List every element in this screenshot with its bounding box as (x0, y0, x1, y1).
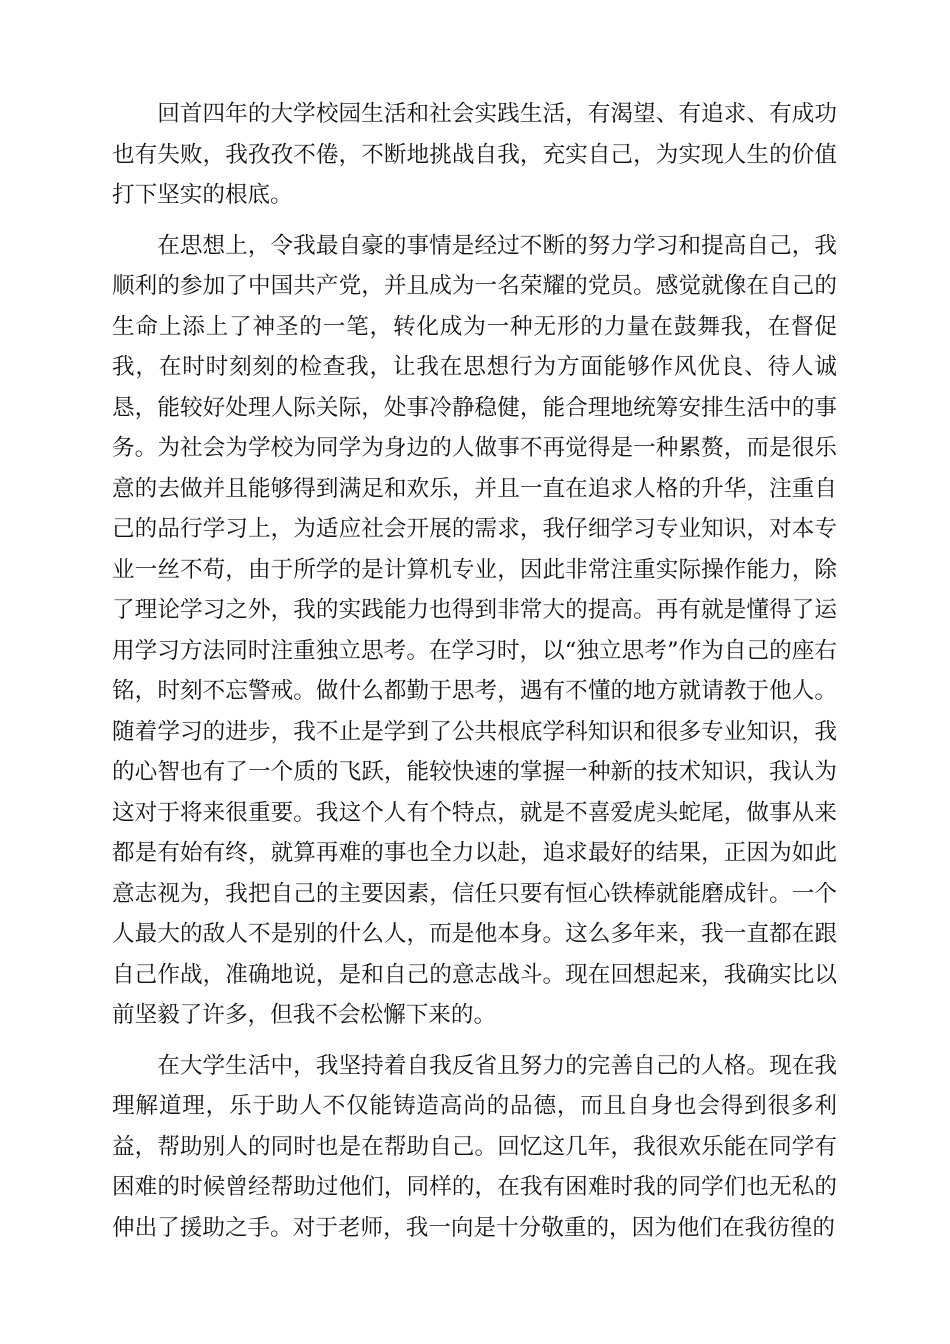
paragraph-reflection-intro: 回首四年的大学校园生活和社会实践生活，有渴望、有追求、有成功也有失败，我孜孜不倦，不断地挑战自我，充实自己，为实现人生的价值打下坚实的根底。 (112, 101, 837, 208)
document-page (112, 94, 837, 1258)
paragraph-college-life: 在大学生活中，我坚持着自我反省且努力的完善自己的人格。现在我理解道理，乐于助人不仅能铸造高尚的品德，而且自身也会得到很多利益，帮助别人的同时也是在帮助自己。回忆这几年，我很欢乐能在同学有困难的时候曾经帮助过他们，同样的，在我有困难时我的同学们也无私的伸出了援助之手。对于老师，我一向是十分敬重的，因为他们在我彷徨的 (112, 1052, 837, 1241)
paragraph-ideology: 在思想上，令我最自豪的事情是经过不断的努力学习和提高自己，我顺利的参加了中国共产党，并且成为一名荣耀的党员。感觉就像在自己的生命上添上了神圣的一笔，转化成为一种无形的力量在鼓舞我，在督促我，在时时刻刻的检查我，让我在思想行为方面能够作风优良、待人诚恳，能较好处理人际关际，处事冷静稳健，能合理地统筹安排生活中的事务。为社会为学校为同学为身边的人做事不再觉得是一种累赘，而是很乐意的去做并且能够得到满足和欢乐，并且一直在追求人格的升华，注重自己的品行学习上，为适应社会开展的需求，我仔细学习专业知识，对本专业一丝不苟，由于所学的是计算机专业，因此非常注重实际操作能力，除了理论学习之外，我的实践能力也得到非常大的提高。再有就是懂得了运用学习方法同时注重独立思考。在学习时，以“独立思考”作为自己的座右铭，时刻不忘警戒。做什么都勤于思考，遇有不懂的地方就请教于他人。随着学习的进步，我不止是学到了公共根底学科知识和很多专业知识，我的心智也有了一个质的飞跃，能较快速的掌握一种新的技术知识，我认为这对于将来很重要。我这个人有个特点，就是不喜爱虎头蛇尾，做事从来都是有始有终，就算再难的事也全力以赴，追求最好的结果，正因为如此意志视为，我把自己的主要因素，信任只要有恒心铁棒就能磨成针。一个人最大的敌人不是别的什么人，而是他本身。这么多年来，我一直都在跟自己作战，准确地说，是和自己的意志战斗。现在回想起来，我确实比以前坚毅了许多，但我不会松懈下来的。 (112, 232, 837, 1028)
